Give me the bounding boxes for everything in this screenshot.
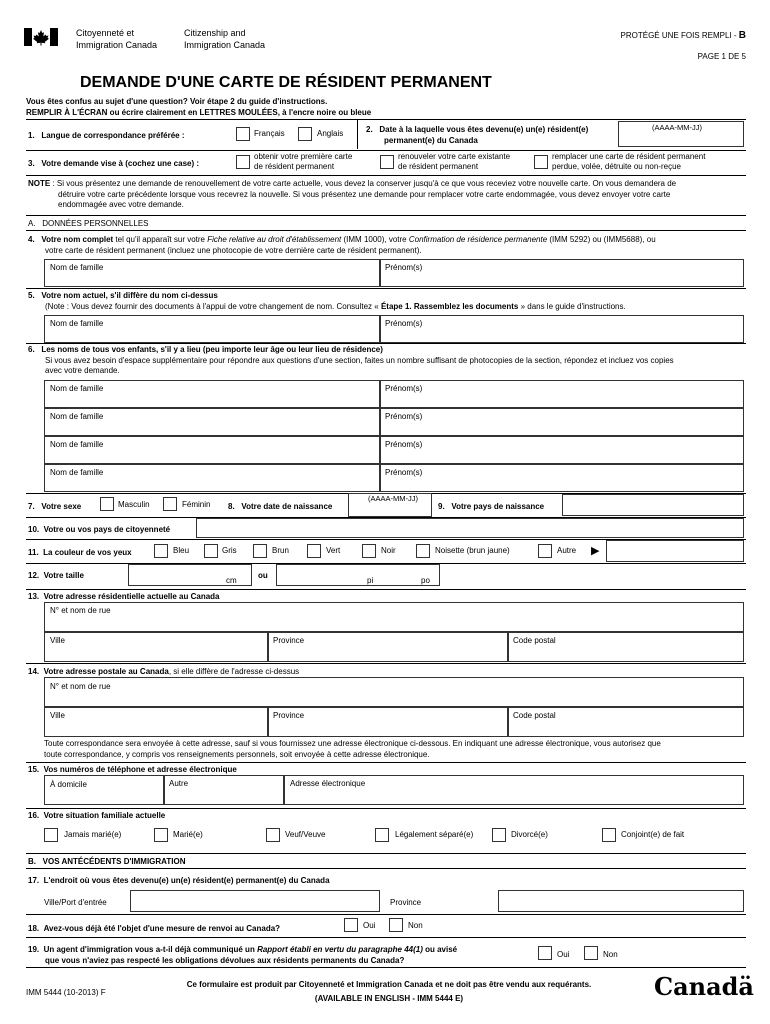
q16-married-label: Marié(e) — [173, 830, 203, 839]
q3-renew-checkbox[interactable] — [380, 155, 394, 169]
q11-green-checkbox[interactable] — [307, 544, 321, 558]
q16-common-law-checkbox[interactable] — [602, 828, 616, 842]
q7-male-checkbox[interactable] — [100, 497, 114, 511]
q11-grey-label: Gris — [222, 546, 237, 555]
q18-label: 18. Avez-vous déjà été l'objet d'une mesure de renvoi au Canada? — [28, 924, 281, 933]
q3-replace-label: remplacer une carte de résident permanent perdue, volée, détruite ou non-reçue — [552, 152, 706, 171]
q4-family-name-label: Nom de famille — [50, 263, 104, 272]
q14-street-input[interactable] — [44, 677, 744, 707]
q4-given-name-input[interactable] — [380, 259, 744, 287]
q19-no-checkbox[interactable] — [584, 946, 598, 960]
canada-wordmark: Canadä — [654, 972, 754, 1001]
page-title: DEMANDE D'UNE CARTE DE RÉSIDENT PERMANENT — [80, 74, 492, 91]
q12-label: 12. Votre taille — [28, 571, 84, 580]
q11-label: 11. La couleur de vos yeux — [28, 548, 132, 557]
dept-name-fr: Citoyenneté et Immigration Canada — [76, 28, 158, 50]
arrow-right-icon: ▶ — [591, 545, 600, 557]
q5-given-name-label: Prénom(s) — [385, 319, 423, 328]
q13-label: 13. Votre adresse résidentielle actuelle au Canada — [28, 592, 220, 601]
q11-other-label: Autre — [557, 546, 577, 555]
q7-female-checkbox[interactable] — [163, 497, 177, 511]
q14-email-notice: Toute correspondance sera envoyée à cette adresse, sauf si vous fournissez une adresse électronique ci-dessous. En indiquant une adresse électronique, vous autorisez que toute correspondance, y compris vos renseignements personnels, soit envoyée à cette adresse électronique. — [44, 739, 661, 759]
q6-child1-given-label: Prénom(s) — [385, 384, 423, 393]
q10-label: 10. Votre ou vos pays de citoyenneté — [28, 525, 171, 534]
q7-male-label: Masculin — [118, 500, 150, 509]
section-b-heading: B. VOS ANTÉCÉDENTS D'IMMIGRATION — [28, 857, 186, 866]
q16-separated-checkbox[interactable] — [375, 828, 389, 842]
q16-married-checkbox[interactable] — [154, 828, 168, 842]
footer-notice: Ce formulaire est produit par Citoyenneté et Immigration Canada et ne doit pas être vendu aux requérants. (AVAILABLE IN ENGLISH - IMM 5444 E) — [186, 980, 592, 1003]
q14-city-input[interactable] — [44, 707, 268, 737]
q6-child4-given-input[interactable] — [380, 464, 744, 492]
q1-label: 1. Langue de correspondance préférée : — [28, 131, 185, 140]
q17-city-input[interactable] — [130, 890, 380, 912]
q16-divorced-label: Divorcé(e) — [511, 830, 548, 839]
q6-child1-family-label: Nom de famille — [50, 384, 104, 393]
q19-yes-label: Oui — [557, 950, 570, 959]
q11-other-checkbox[interactable] — [538, 544, 552, 558]
q15-label: 15. Vos numéros de téléphone et adresse électronique — [28, 765, 237, 774]
q18-no-checkbox[interactable] — [389, 918, 403, 932]
q11-other-input[interactable] — [606, 540, 744, 562]
q8-label: 8. Votre date de naissance — [228, 502, 333, 511]
q13-postal-label: Code postal — [513, 636, 556, 645]
q11-black-label: Noir — [381, 546, 396, 555]
q18-yes-checkbox[interactable] — [344, 918, 358, 932]
q15-other-phone-label: Autre — [169, 779, 189, 788]
q6-child4-family-label: Nom de famille — [50, 468, 104, 477]
q3-first-card-checkbox[interactable] — [236, 155, 250, 169]
q16-divorced-checkbox[interactable] — [492, 828, 506, 842]
q15-home-phone-label: À domicile — [50, 780, 87, 789]
q11-hazel-label: Noisette (brun jaune) — [435, 546, 510, 555]
q12-height-ft-input[interactable] — [276, 564, 440, 586]
canada-flag-icon — [24, 28, 58, 46]
q12-or-label: ou — [258, 571, 268, 580]
protected-label: PROTÉGÉ UNE FOIS REMPLI - B — [620, 30, 746, 41]
q13-province-label: Province — [273, 636, 305, 645]
q14-street-label: N° et nom de rue — [50, 682, 111, 691]
q13-city-input[interactable] — [44, 632, 268, 662]
q5-family-name-label: Nom de famille — [50, 319, 104, 328]
q18-no-label: Non — [408, 921, 423, 930]
q5-label: 5. Votre nom actuel, s'il diffère du nom ci-dessus (Note : Vous devez fournir des documents à l'appui de votre changement de nom. Consultez « Étape 1. Rassemblez les documents » dans le guide d'instructions. — [28, 291, 626, 311]
q2-label: 2. Date à la laquelle vous êtes devenu(e) un(e) résident(e) permanent(e) du Canada — [366, 125, 589, 145]
q6-child3-family-label: Nom de famille — [50, 440, 104, 449]
q11-brown-checkbox[interactable] — [253, 544, 267, 558]
q1-anglais-label: Anglais — [317, 129, 344, 138]
q7-female-label: Féminin — [182, 500, 211, 509]
q1-francais-checkbox[interactable] — [236, 127, 250, 141]
q6-child3-given-input[interactable] — [380, 436, 744, 464]
q19-no-label: Non — [603, 950, 618, 959]
q6-child2-family-label: Nom de famille — [50, 412, 104, 421]
q9-birth-country-input[interactable] — [562, 494, 744, 516]
q5-given-name-input[interactable] — [380, 315, 744, 343]
q16-common-law-label: Conjoint(e) de fait — [621, 830, 685, 839]
q16-never-married-label: Jamais marié(e) — [64, 830, 122, 839]
q11-grey-checkbox[interactable] — [204, 544, 218, 558]
q16-widowed-label: Veuf/Veuve — [285, 830, 326, 839]
q14-label: 14. Votre adresse postale au Canada, si elle diffère de l'adresse ci-dessus — [28, 667, 300, 676]
q14-province-label: Province — [273, 711, 305, 720]
q4-given-name-label: Prénom(s) — [385, 263, 423, 272]
q16-label: 16. Votre situation familiale actuelle — [28, 811, 166, 820]
q19-yes-checkbox[interactable] — [538, 946, 552, 960]
q17-city-label: Ville/Port d'entrée — [44, 898, 107, 907]
q3-label: 3. Votre demande vise à (cochez une case) : — [28, 159, 200, 168]
q16-widowed-checkbox[interactable] — [266, 828, 280, 842]
q16-never-married-checkbox[interactable] — [44, 828, 58, 842]
intro-question: Vous êtes confus au sujet d'une question? Voir étape 2 du guide d'instructions. — [26, 97, 328, 106]
page-number: PAGE 1 DE 5 — [697, 52, 746, 61]
q19-label: 19. Un agent d'immigration vous a-t-il déjà communiqué un Rapport établi en vertu du paragraphe 44(1) ou avisé que vous n'aviez pas respecté les obligations dévolues aux résidents permanents du Canada? — [28, 945, 458, 965]
q9-label: 9. Votre pays de naissance — [438, 502, 545, 511]
q11-hazel-checkbox[interactable] — [416, 544, 430, 558]
q16-separated-label: Légalement séparé(e) — [395, 830, 474, 839]
q14-city-label: Ville — [50, 711, 65, 720]
q17-province-input[interactable] — [498, 890, 744, 912]
q6-label: 6. Les noms de tous vos enfants, s'il y a lieu (peu importe leur âge ou leur lieu de résidence) Si vous avez besoin d'espace supplémentaire pour répondre aux questions d'une section, faites un nombre suffisant de photocopies de la section, répondez et incluez vos copies avec votre demande. — [28, 345, 674, 375]
q8-date-format: (AAAA-MM-JJ) — [368, 494, 418, 503]
q6-child2-given-input[interactable] — [380, 408, 744, 436]
q17-province-label: Province — [390, 898, 422, 907]
q14-postal-label: Code postal — [513, 711, 556, 720]
q11-black-checkbox[interactable] — [362, 544, 376, 558]
q11-brown-label: Brun — [272, 546, 289, 555]
q2-date-format: (AAAA-MM-JJ) — [652, 123, 702, 132]
q18-yes-label: Oui — [363, 921, 376, 930]
q3-replace-checkbox[interactable] — [534, 155, 548, 169]
q1-anglais-checkbox[interactable] — [298, 127, 312, 141]
q6-child1-given-input[interactable] — [380, 380, 744, 408]
q6-child3-given-label: Prénom(s) — [385, 440, 423, 449]
q13-street-input[interactable] — [44, 602, 744, 632]
form-id: IMM 5444 (10-2013) F — [26, 988, 106, 997]
q10-citizenship-input[interactable] — [196, 518, 744, 538]
q11-green-label: Vert — [326, 546, 341, 555]
q4-label: 4. Votre nom complet tel qu'il apparaît sur votre Fiche relative au droit d'établissement (IMM 1000), votre Confirmation de résidence permanente (IMM 5292) ou (IMM5688), ou votre carte de résident permanent (incluez une photocopie de votre dernière carte de résident permanent). — [28, 235, 656, 255]
q12-in-label: po — [421, 576, 430, 585]
q13-city-label: Ville — [50, 636, 65, 645]
q3-renew-label: renouveler votre carte existante de résident permanent — [398, 152, 511, 171]
q12-ft-label: pi — [367, 576, 374, 585]
q7-label: 7. Votre sexe — [28, 502, 82, 511]
q6-child4-given-label: Prénom(s) — [385, 468, 423, 477]
section-a-heading: A. DONNÉES PERSONNELLES — [28, 219, 149, 228]
q13-street-label: N° et nom de rue — [50, 606, 111, 615]
note-text: NOTE : Si vous présentez une demande de renouvellement de votre carte actuelle, vous devez la conserver jusqu'à ce que vous receviez votre nouvelle carte. On vous demandera de détruire votre carte précédente lorsque vous recevrez la nouvelle. Si vous présentez une demande pour remplacer votre carte endommagée, vous devez envoyer votre carte endommagée avec votre demande. — [28, 179, 677, 209]
dept-name-en: Citizenship and Immigration Canada — [184, 28, 266, 50]
q11-blue-label: Bleu — [173, 546, 190, 555]
intro-instructions: REMPLIR À L'ÉCRAN ou écrire clairement en LETTRES MOULÉES, à l'encre noire ou bleue — [26, 108, 372, 117]
q15-email-label: Adresse électronique — [290, 779, 366, 788]
q12-cm-label: cm — [226, 576, 237, 585]
q6-child2-given-label: Prénom(s) — [385, 412, 423, 421]
q17-label: 17. L'endroit où vous êtes devenu(e) un(e) résident(e) permanent(e) du Canada — [28, 876, 330, 885]
q1-francais-label: Français — [254, 129, 285, 138]
q3-first-card-label: obtenir votre première carte de résident permanent — [254, 152, 353, 171]
q11-blue-checkbox[interactable] — [154, 544, 168, 558]
